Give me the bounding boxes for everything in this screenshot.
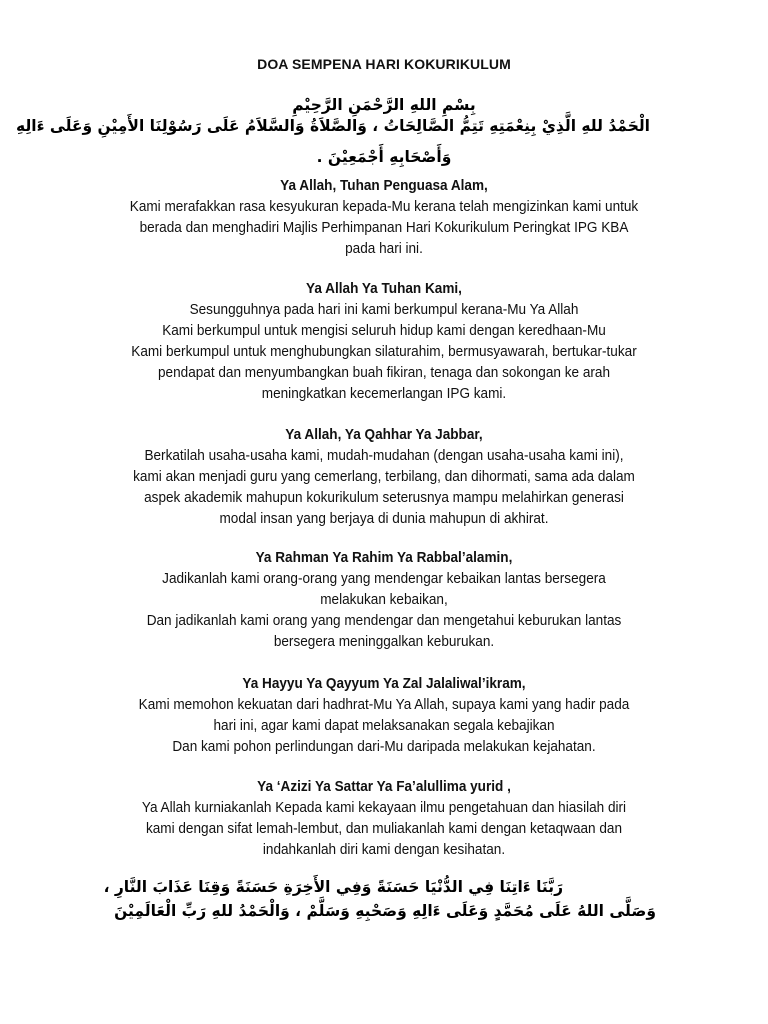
section-line: Kami berkumpul untuk mengisi seluruh hidup kami dengan keredhaan-Mu [162,323,606,339]
section-line: bersegera meninggalkan keburukan. [273,634,495,650]
arabic-opening-line-2: وَأَصْحَابِهِ أَجْمَعِيْنَ . [316,148,452,166]
prayer-section-4 [120,548,648,653]
section-line: Dan kami pohon perlindungan dari-Mu daripada melakukan kejahatan. [172,739,596,755]
arabic-basmalah: بِسْمِ اللهِ الرَّحْمَنِ الرَّحِيْمِ [292,96,476,114]
section-heading: Ya Allah, Tuhan Penguasa Alam, [280,178,488,194]
section-line: Jadikanlah kami orang-orang yang mendengar kebaikan lantas bersegera [162,571,606,587]
section-line: meningkatkan kecemerlangan IPG kami. [261,386,507,402]
section-line: indahkanlah diri kami dengan kesihatan. [262,842,506,858]
section-line: kami akan menjadi guru yang cemerlang, terbilang, dan dihormati, sama ada dalam [133,469,635,485]
section-heading: Ya ‘Azizi Ya Sattar Ya Fa’alullima yurid , [257,779,511,795]
section-line: Kami berkumpul untuk menghubungkan silaturahim, bermusyawarah, bertukar-tukar [131,344,637,360]
prayer-section-6 [120,777,648,861]
section-heading: Ya Allah Ya Tuhan Kami, [306,281,462,297]
section-line: pada hari ini. [345,241,423,257]
prayer-section-5 [120,674,648,758]
section-line: Kami memohon kekuatan dari hadhrat-Mu Ya Allah, supaya kami yang hadir pada [138,697,630,713]
section-line: Sesungguhnya pada hari ini kami berkumpul kerana-Mu Ya Allah [189,302,579,318]
section-line: kami dengan sifat lemah-lembut, dan muliakanlah kami dengan ketaqwaan dan [145,821,623,837]
section-line: aspek akademik mahupun kokurikulum seterusnya mampu melahirkan generasi [144,490,624,506]
section-heading: Ya Allah, Ya Qahhar Ya Jabbar, [285,427,483,443]
section-line: modal insan yang berjaya di dunia mahupun di akhirat. [219,511,549,527]
section-line: melakukan kebaikan, [320,592,448,608]
section-heading: Ya Hayyu Ya Qayyum Ya Zal Jalaliwal’ikram, [242,676,526,692]
section-line: pendapat dan menyumbangkan buah fikiran, tenaga dan sokongan ke arah [157,365,610,381]
arabic-closing-line-2: وَصَلَّى اللهُ عَلَى مُحَمَّدٍ وَعَلَى ءَالِهِ وَصَحْبِهِ وَسَلَّمْ ، وَالْحَمْدُ للهِ رَبِّ الْعَالَمِيْنَ [114,902,656,920]
document-title: DOA SEMPENA HARI KOKURIKULUM [257,56,511,72]
section-line: Kami merafakkan rasa kesyukuran kepada-Mu kerana telah mengizinkan kami untuk [129,199,639,215]
arabic-closing-line-1: رَبَّنَا ءَاتِنَا فِي الدُّنْيَا حَسَنَةً وَفِي الأَخِرَةِ حَسَنَةً وَقِنَا عَذَابَ النَّارِ ، [103,878,563,896]
prayer-section-3 [120,425,648,530]
section-line: Ya Allah kurniakanlah Kepada kami kekayaan ilmu pengetahuan dan hiasilah diri [141,800,627,816]
section-line: berada dan menghadiri Majlis Perhimpanan Hari Kokurikulum Peringkat IPG KBA [139,220,629,236]
section-line: Dan jadikanlah kami orang yang mendengar dan mengetahui keburukan lantas [146,613,622,629]
prayer-section-2 [120,279,648,405]
section-heading: Ya Rahman Ya Rahim Ya Rabbal’alamin, [255,550,513,566]
prayer-section-1 [120,176,648,260]
section-line: Berkatilah usaha-usaha kami, mudah-mudahan (dengan usaha-usaha kami ini), [144,448,624,464]
section-line: hari ini, agar kami dapat melaksanakan segala kebajikan [213,718,555,734]
arabic-opening-line-1: الْحَمْدُ للهِ الَّذِيْ بِنِعْمَتِهِ تَتِمُّ الصَّالِحَاتُ ، وَالصَّلاَةُ وَالسَّلاَمُ عَلَى رَسُوْلِنَا الأَمِيْنِ وَعَلَى ءَالِهِ [16,117,650,135]
